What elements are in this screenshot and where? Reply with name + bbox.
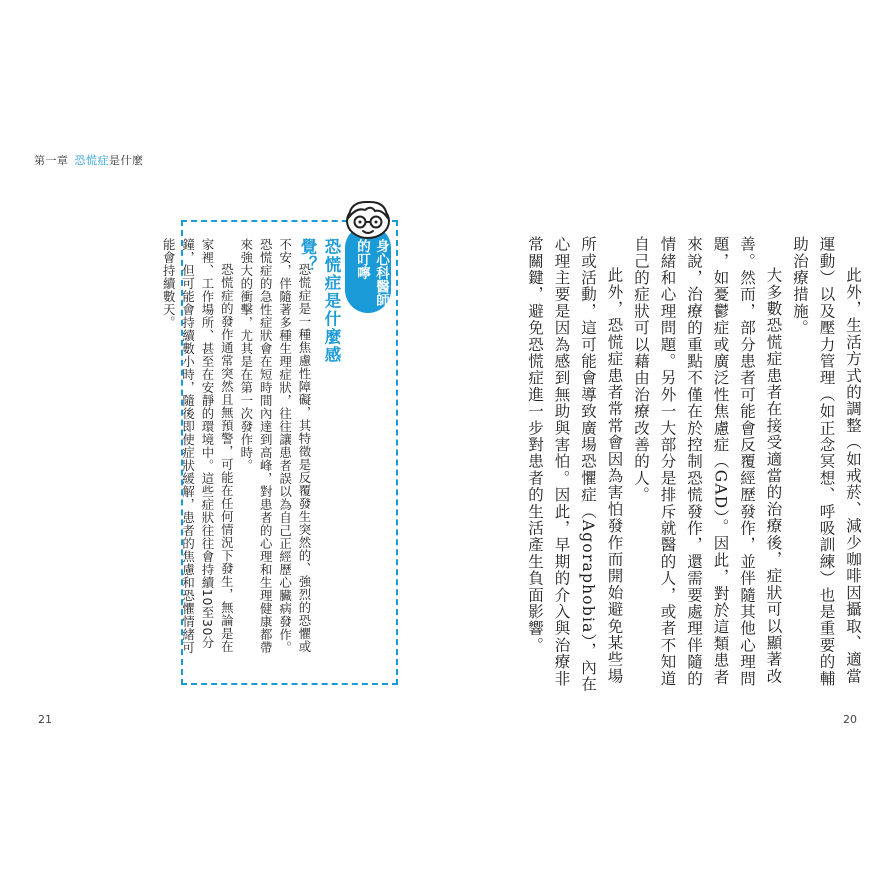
chapter-topic-rest: 是什麼: [109, 154, 144, 167]
body-paragraph: 此外，恐慌症患者常常會因為害怕發作而開始避免某些場所或活動，這可能會導致廣場恐懼症（Agoraphobia），內在心理主要是因為感到無助與害怕。因此，早期的介入與治療非常關鍵，避免恐慌症進一步對患者的生活產生負面影響。: [526, 236, 624, 693]
page-number-right: 20: [843, 713, 857, 726]
badge-label: 身心科醫師的叮嚀: [354, 239, 389, 307]
right-page-body: [526, 236, 866, 696]
body-paragraph: 此外，生活方式的調整（如戒菸、減少咖啡因攝取、適當運動）以及壓力管理（如正念冥想、呼吸訓練）也是重要的輔助治療措施。: [791, 236, 862, 687]
body-paragraph: 大多數恐慌症患者在接受適當的治療後，症狀可以顯著改善。然而，部分患者可能會反覆經歷發作，並伴隨其他心理問題，如憂鬱症或廣泛性焦慮症（GAD）。因此，對於這類患者來說，治療的重點不僅在於控制恐慌發作，還需要處理伴隨的情緒和心理問題。另外一大部分是排斥就醫的人，或者不知道自己的症狀可以藉由治療改善的人。: [632, 236, 783, 687]
doctor-face-icon: [341, 195, 395, 241]
sidebar-paragraph: 恐慌症的發作通常突然且無預警，可能在任何情況下發生，無論是在家裡、工作場所、甚至在安靜的環境中。這些症狀往往會持續10至30分鐘，但可能會持續數小時，隨後即使症狀緩解，患者的焦慮和恐懼情緒可能會持續數天。: [161, 238, 235, 654]
page-number-left: 21: [38, 713, 52, 726]
doctor-badge: [341, 195, 395, 321]
running-head: [34, 152, 144, 168]
sidebar-paragraph: 恐慌症是一種焦慮性障礙，其特徵是反覆發生突然的、強烈的恐懼或不安，伴隨著多種生理症狀，往往讓患者誤以為自己正經歷心臟病發作。恐慌症的急性症狀會在短時間內達到高峰，對患者的心理和生理健康都帶來強大的衝擊，尤其是在第一次發作時。: [238, 238, 312, 654]
sidebar-title: 恐慌症是什麼感覺？: [298, 238, 341, 364]
chapter-label: 第一章: [34, 154, 69, 167]
chapter-topic-accent: 恐慌症: [74, 154, 109, 167]
sidebar-body: [161, 238, 314, 662]
